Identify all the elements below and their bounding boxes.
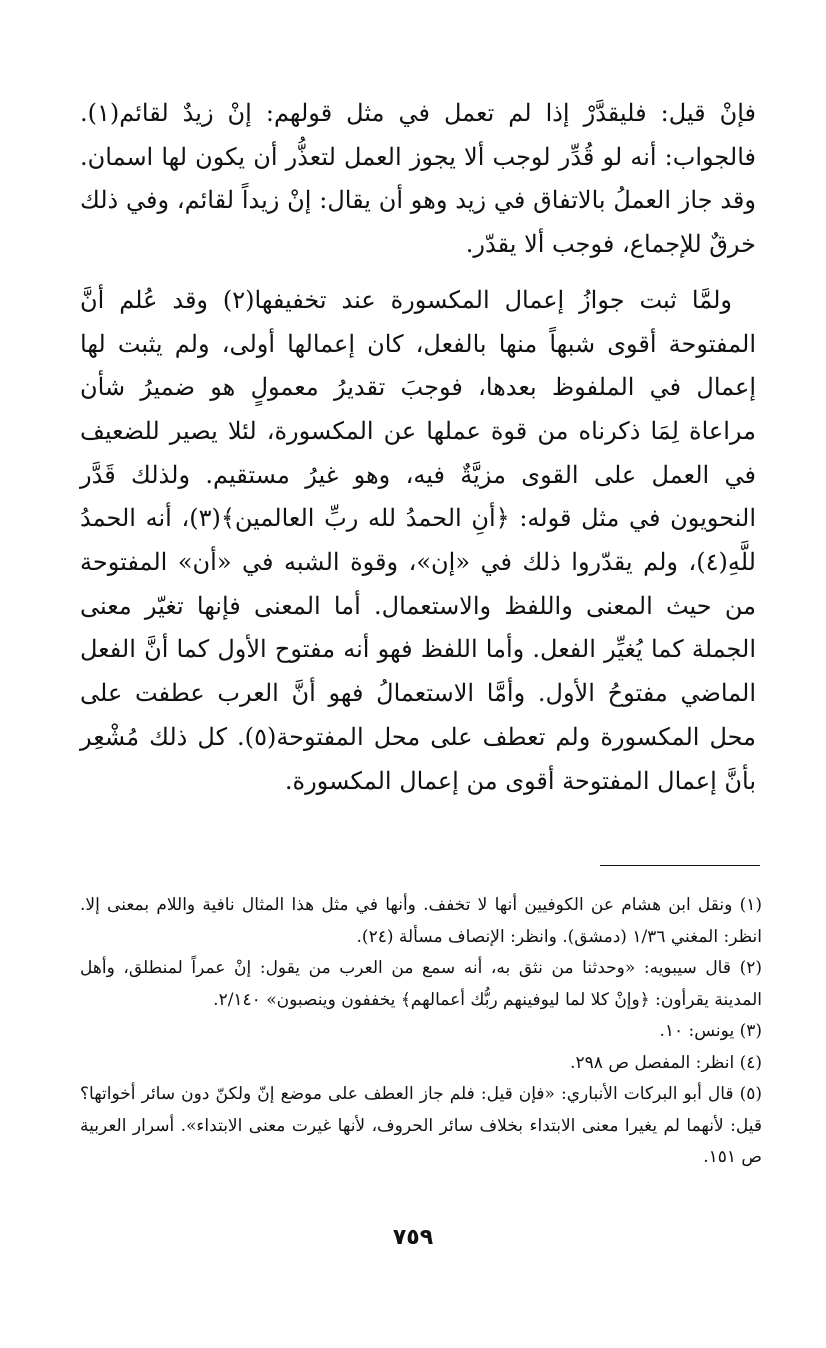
footnotes (80, 890, 762, 1174)
footnote-1: (١) ونقل ابن هشام عن الكوفيين أنها لا تخفف. وأنها في مثل هذا المثال نافية واللام بمعنى إلا. انظر: المغني ١/٣٦ (دمشق). وانظر: الإنصاف مسألة (٢٤). (80, 895, 762, 947)
paragraph-2: ولمَّا ثبت جوازُ إعمال المكسورة عند تخفيفها(٢) وقد عُلم أنَّ المفتوحة أقوى شبهاً منها بالفعل، كان إعمالها أولى، ولم يثبت لها إعمال في الملفوظ بعدها، فوجبَ تقديرُ معمولٍ هو ضميرُ شأن مراعاة لِمَا ذكرناه من قوة عملها عن المكسورة، لئلا يصير للضعيف في العمل على القوى مزيَّةٌ فيه، وهو غيرُ مستقيم. ولذلك قَدَّر النحويون في مثل قوله: ﴿أنِ الحمدُ لله ربِّ العالمين﴾(٣)، أنه الحمدُ للَّهِ(٤)، ولم يقدّروا ذلك في «إن»، وقوة الشبه في «أن» المفتوحة من حيث المعنى واللفظ والاستعمال. أما المعنى فإنها تغيّر معنى الجملة كما يُغيِّر الفعل. وأما اللفظ فهو أنه مفتوح الأول كما أنَّ الفعل الماضي مفتوحُ الأول. وأمَّا الاستعمالُ فهو أنَّ العرب عطفت على محل المكسورة ولم تعطف على محل المفتوحة(٥). كل ذلك مُشْعِر بأنَّ إعمال المفتوحة أقوى من إعمال المكسورة. (80, 285, 757, 795)
page-number: ٧٥٩ (392, 1225, 434, 1250)
paragraph-1: فإنْ قيل: فليقدَّرْ إذا لم تعمل في مثل قولهم: إنْ زيدٌ لقائم(١). فالجواب: أنه لو قُدِّر لوجب ألا يجوز العمل لتعذُّر أن يكون لها اسمان. وقد جاز العملُ بالاتفاق في زيد وهو أن يقال: إنْ زيداً لقائم، وفي ذلك خرقٌ للإجماع، فوجب ألا يقدّر. (80, 99, 756, 259)
footnote-4: (٤) انظر: المفصل ص ٢٩٨. (570, 1052, 762, 1073)
footnote-3: (٣) يونس: ١٠. (659, 1021, 762, 1041)
footnote-5: (٥) قال أبو البركات الأنباري: «فإن قيل: فلم جاز العطف على موضع إنّ ولكنّ دون سائر أخواتها؟ قيل: لأنهما لم يغيرا معنى الابتداء بخلاف سائر الحروف، لأنها غيرت معنى الابتداء». أسرار العربية ص ١٥١. (80, 1084, 762, 1167)
footnote-2: (٢) قال سيبويه: «وحدثنا من نثق به، أنه سمع من العرب من يقول: إنْ عمراً لمنطلق، وأهل المدينة يقرأون: ﴿وإنْ كلا لما ليوفينهم ربُّك أعمالهم﴾ يخففون وينصبون» ٢/١٤٠. (80, 958, 762, 1010)
footnote-separator (600, 865, 760, 866)
main-text (80, 92, 756, 803)
